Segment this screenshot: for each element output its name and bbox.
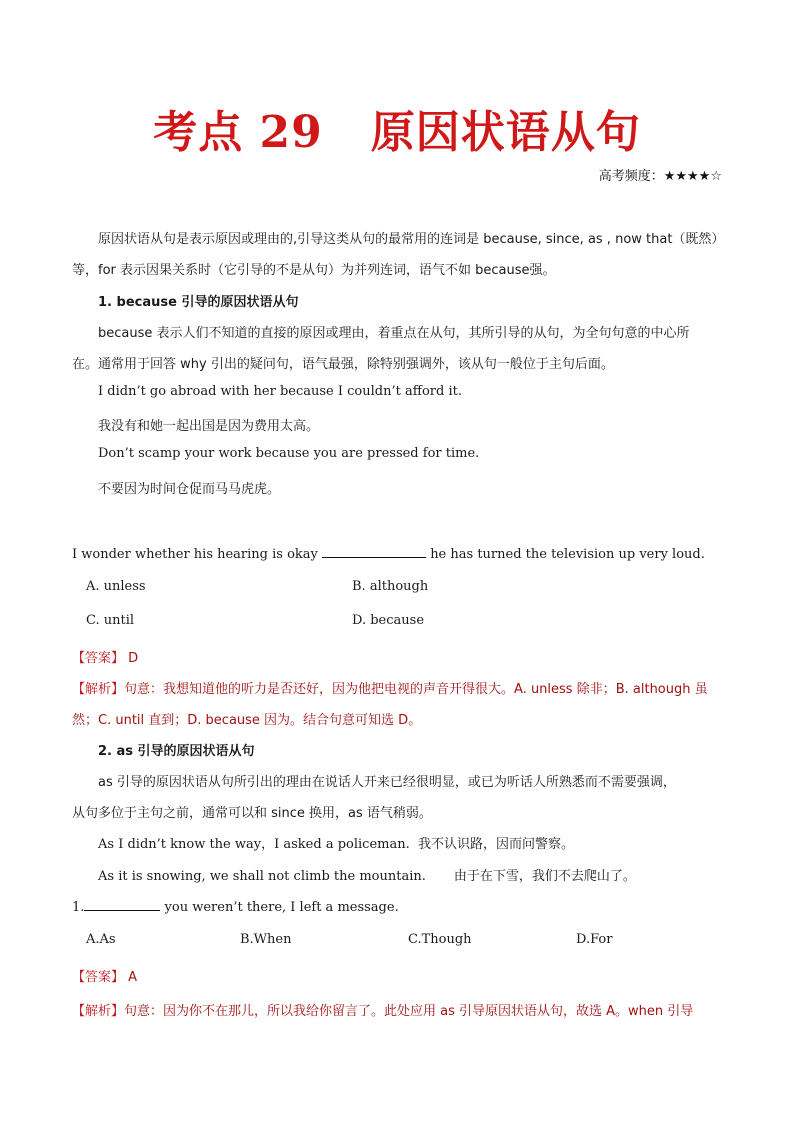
question-2-number: 1. bbox=[72, 900, 85, 915]
question-1-analysis-2: 然；C. until 直到；D. because 因为。结合句意可知选 D。 bbox=[72, 713, 422, 728]
section2-desc-2: 从句多位于主句之前，通常可以和 since 换用，as 语气稍弱。 bbox=[72, 806, 432, 821]
section2-example-1-en: As I didn’t know the way，I asked a policeman. bbox=[98, 837, 410, 852]
frequency-stars: ★★★★☆ bbox=[663, 169, 722, 184]
section1-desc-1: because 表示人们不知道的直接的原因或理由，着重点在从句，其所引导的从句，为全句句意的中心所 bbox=[98, 326, 690, 341]
section2-example-1 bbox=[98, 833, 574, 852]
answer-label: 【答案】 bbox=[72, 970, 125, 985]
section1-example-1-cn: 我没有和她一起出国是因为费用太高。 bbox=[98, 419, 320, 434]
section2-heading: 2. as 引导的原因状语从句 bbox=[98, 744, 255, 759]
section1-desc-2: 在。通常用于回答 why 引出的疑问句，语气最强，除特别强调外，该从句一般位于主句后面。 bbox=[72, 357, 614, 372]
question-1-analysis-1 bbox=[72, 678, 708, 697]
question-1-option-d[interactable]: D. because bbox=[352, 613, 425, 628]
exam-frequency bbox=[599, 165, 722, 184]
question-2-option-b[interactable]: B.When bbox=[240, 932, 292, 947]
analysis-label: 【解析】 bbox=[72, 682, 125, 697]
frequency-label: 高考频度： bbox=[598, 169, 664, 184]
section2-example-2-en: As it is snowing, we shall not climb the mountain. bbox=[98, 869, 426, 884]
answer-label: 【答案】 bbox=[72, 651, 125, 666]
section1-example-2-en: Don’t scamp your work because you are pressed for time. bbox=[98, 446, 480, 461]
question-1-stem bbox=[72, 545, 705, 562]
section2-desc-1: as 引导的原因状语从句所引出的理由在说话人开来已经很明显，或已为听话人所熟悉而不需要强调， bbox=[98, 775, 676, 790]
page-title bbox=[0, 96, 794, 160]
intro-line-1: 原因状语从句是表示原因或理由的,引导这类从句的最常用的连词是 because, since, as , now that（既然） bbox=[98, 232, 725, 247]
section1-example-2-cn: 不要因为时间仓促而马马虎虎。 bbox=[98, 482, 281, 497]
title-text: 原因状语从句 bbox=[370, 107, 641, 158]
question-2-stem-text: you weren’t there, I left a message. bbox=[164, 900, 399, 915]
question-2-option-d[interactable]: D.For bbox=[576, 932, 613, 947]
question-1-option-b[interactable]: B. although bbox=[352, 579, 429, 594]
question-1-blank[interactable] bbox=[322, 545, 426, 558]
question-1-answer bbox=[72, 647, 138, 666]
question-2-stem bbox=[72, 898, 399, 915]
question-1-option-c[interactable]: C. until bbox=[86, 613, 135, 628]
analysis-text: 句意：因为你不在那儿，所以我给你留言了。此处应用 as 引导原因状语从句，故选 A。when 引导 bbox=[124, 1004, 694, 1019]
question-2-answer bbox=[72, 966, 137, 985]
question-2-option-c[interactable]: C.Though bbox=[408, 932, 472, 947]
question-2-option-a[interactable]: A.As bbox=[86, 932, 116, 947]
answer-value: A bbox=[128, 970, 138, 985]
intro-line-2: 等，for 表示因果关系时（它引导的不是从句）为并列连词，语气不如 because强。 bbox=[72, 263, 556, 278]
section2-example-2-cn: 由于在下雪，我们不去爬山了。 bbox=[453, 869, 636, 884]
question-1-stem-end: he has turned the television up very loud. bbox=[430, 547, 705, 562]
question-1-stem-start: I wonder whether his hearing is okay bbox=[72, 547, 318, 562]
analysis-label: 【解析】 bbox=[72, 1004, 125, 1019]
section2-example-2 bbox=[98, 865, 636, 884]
question-2-blank[interactable] bbox=[84, 898, 160, 911]
title-number: 考点 29 bbox=[153, 107, 323, 158]
section1-example-1-en: I didn’t go abroad with her because I couldn’t afford it. bbox=[98, 384, 462, 399]
answer-value: D bbox=[128, 651, 139, 666]
question-1-option-a[interactable]: A. unless bbox=[86, 579, 146, 594]
section1-heading: 1. because 引导的原因状语从句 bbox=[98, 295, 299, 310]
question-2-analysis bbox=[72, 1000, 693, 1019]
section2-example-1-cn: 我不认识路，因而问警察。 bbox=[418, 837, 575, 852]
analysis-text: 句意：我想知道他的听力是否还好，因为他把电视的声音开得很大。A. unless 除非；B. although 虽 bbox=[124, 682, 708, 697]
